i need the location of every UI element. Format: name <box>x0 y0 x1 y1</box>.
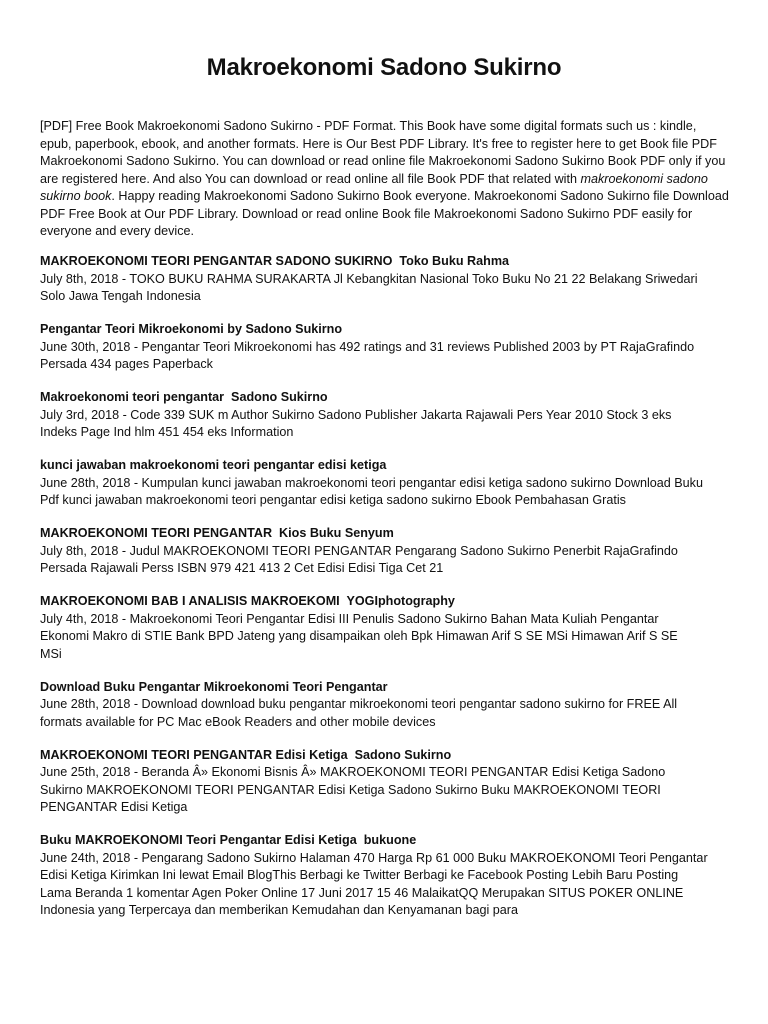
entry-item <box>40 593 740 663</box>
intro-text-end: . Happy reading Makroekonomi Sadono Sukirno Book everyone. Makroekonomi Sadono Sukirno file Download PDF Free Book at Our PDF Library. Download or read online Book file Makroekonomi Sadono Sukirno PDF easily for everyone and every device. <box>40 189 729 238</box>
entry-item <box>40 321 740 374</box>
entry-item <box>40 747 740 817</box>
entry-body: July 8th, 2018 - Judul MAKROEKONOMI TEORI PENGANTAR Pengarang Sadono Sukirno Penerbit RajaGrafindo Persada Rajawali Perss ISBN 979 421 413 2 Cet Edisi Edisi Tiga Cet 21 <box>40 543 678 575</box>
entry-title: MAKROEKONOMI BAB I ANALISIS MAKROEKOMI YOGIphotography <box>40 594 455 608</box>
entry-item <box>40 679 740 732</box>
entry-body: June 24th, 2018 - Pengarang Sadono Sukirno Halaman 470 Harga Rp 61 000 Buku MAKROEKONOMI Teori Pengantar Edisi Ketiga Kirimkan Ini lewat Email BlogThis Berbagi ke Twitter Berbagi ke Facebook Posting Lebih Baru Posting Lama Beranda 1 komentar Agen Poker Online 17 Juni 2017 15 46 MalaikatQQ Merupakan SITUS POKER ONLINE Indonesia yang Terpercaya dan memberikan Kemudahan dan Kenyamanan bagi para <box>40 850 708 917</box>
entry-title: MAKROEKONOMI TEORI PENGANTAR Kios Buku Senyum <box>40 526 394 540</box>
entry-body: July 4th, 2018 - Makroekonomi Teori Pengantar Edisi III Penulis Sadono Sukirno Bahan Mata Kuliah Pengantar Ekonomi Makro di STIE Bank BPD Jateng yang disampaikan oleh Bpk Himawan Arif S SE MSi Himawan Arif S SE MSi <box>40 611 678 661</box>
entry-item <box>40 525 740 578</box>
entry-title: MAKROEKONOMI TEORI PENGANTAR SADONO SUKIRNO Toko Buku Rahma <box>40 254 510 268</box>
entry-title: kunci jawaban makroekonomi teori pengantar edisi ketiga <box>40 458 387 472</box>
entry-item <box>40 832 740 920</box>
entry-title: Makroekonomi teori pengantar Sadono Sukirno <box>40 390 328 404</box>
entry-item <box>40 457 740 510</box>
entry-item <box>40 253 740 306</box>
entry-body: June 30th, 2018 - Pengantar Teori Mikroekonomi has 492 ratings and 31 reviews Published 2003 by PT RajaGrafindo Persada 434 pages Paperback <box>40 339 695 371</box>
entry-title: Download Buku Pengantar Mikroekonomi Teori Pengantar <box>40 679 388 694</box>
intro-italic-text: makroekonomi sadono sukirno book <box>40 171 708 203</box>
entry-item <box>40 389 740 442</box>
intro-paragraph <box>40 118 730 241</box>
entry-body: June 28th, 2018 - Download download buku pengantar mikroekonomi teori pengantar sadono sukirno for FREE All formats available for PC Mac eBook Readers and other mobile devices <box>40 697 678 729</box>
entry-body: June 25th, 2018 - Beranda Â» Ekonomi Bisnis Â» MAKROEKONOMI TEORI PENGANTAR Edisi Ketiga Sadono Sukirno MAKROEKONOMI TEORI PENGANTAR Edisi Ketiga Sadono Sukirno Buku MAKROEKONOMI TEORI PENGANTAR Edisi Ketiga <box>40 765 666 814</box>
document-title: Makroekonomi Sadono Sukirno <box>206 54 562 82</box>
entry-title: Pengantar Teori Mikroekonomi by Sadono Sukirno <box>40 322 343 336</box>
intro-text-start: [PDF] Free Book Makroekonomi Sadono Sukirno - PDF Format. This Book have some digital formats such us : kindle, epub, paperbook, ebook, and another formats. Here is Our Best PDF Library. It's free to register here to get Book file PDF Makroekonomi Sadono Sukirno. You can download or read online file Makroekonomi Sadono Sukirno Book PDF only if you are registered here. And also You can download or read online all file Book PDF that related with <box>40 119 726 186</box>
entry-body: July 8th, 2018 - TOKO BUKU RAHMA SURAKARTA Jl Kebangkitan Nasional Toko Buku No 21 22 Belakang Sriwedari Solo Jawa Tengah Indonesia <box>40 271 698 303</box>
entry-title: MAKROEKONOMI TEORI PENGANTAR Edisi Ketiga Sadono Sukirno <box>40 747 452 762</box>
entry-body: June 28th, 2018 - Kumpulan kunci jawaban makroekonomi teori pengantar edisi ketiga sadono sukirno Download Buku Pdf kunci jawaban makroekonomi teori pengantar edisi ketiga sadono sukirno Ebook Pembahasan Gratis <box>40 475 703 507</box>
entry-list <box>40 253 740 935</box>
entry-title: Buku MAKROEKONOMI Teori Pengantar Edisi Ketiga bukuone <box>40 833 417 847</box>
entry-body: July 3rd, 2018 - Code 339 SUK m Author Sukirno Sadono Publisher Jakarta Rajawali Pers Year 2010 Stock 3 eks Indeks Page Ind hlm 451 454 eks Information <box>40 407 672 439</box>
